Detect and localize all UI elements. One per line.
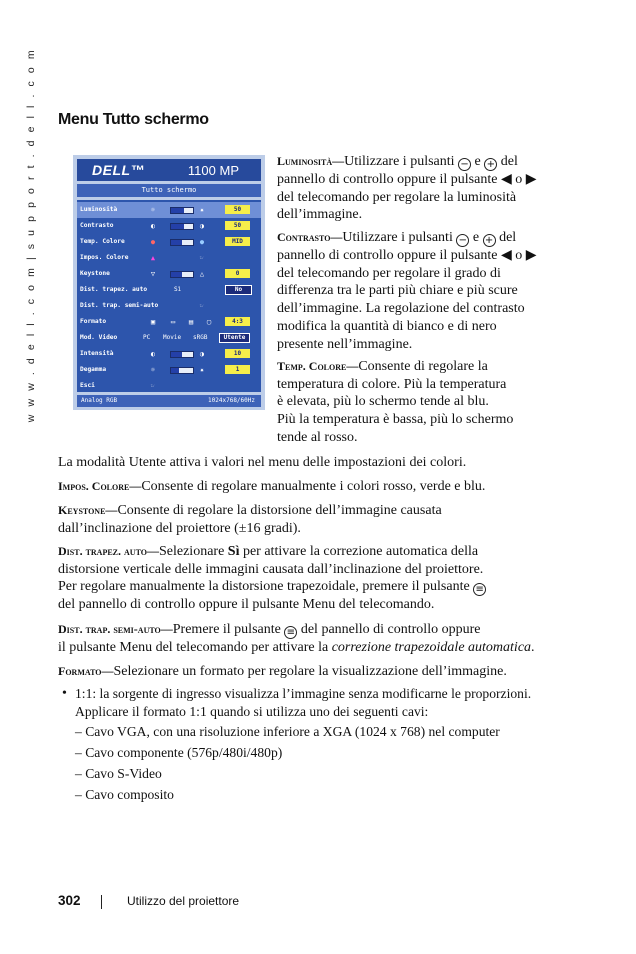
paragraph-impos-colore: Impos. Colore—Consente di regolare manualmente i colori rosso, verde e blu. bbox=[58, 479, 486, 494]
section-heading: Menu Tutto schermo bbox=[58, 111, 209, 128]
osd-row: Impos. Colore ▲ ☞ bbox=[80, 254, 205, 262]
hand-icon: ☞ bbox=[150, 382, 156, 390]
osd-row: Formato ▣ ▭ ▤ ▢ 4:3 bbox=[77, 314, 261, 330]
osd-row: Mod. Video PC Movie sRGB Utente bbox=[77, 330, 261, 346]
osd-title: Tutto schermo bbox=[77, 184, 261, 197]
paragraph-dist-trapez-auto: Dist. trapez. auto—Selezionare Sì per attivare la correzione automatica della distorsione verticale delle immagini causata dall’inclinazione del proiettore. Per regolare manualmente la distorsione trapezoidale, premere il pulsante ≡ del pannello di controllo oppure il pulsante Menu del telecomando. bbox=[58, 543, 608, 614]
footer-divider bbox=[101, 895, 102, 909]
osd-row: Intensità ◐ ◑ 10 bbox=[77, 346, 261, 362]
minus-button-icon: − bbox=[456, 234, 469, 247]
osd-bar bbox=[170, 351, 194, 358]
sidebar-url: w w w . d e l l . c o m | s u p p o r t . d e l l . c o m bbox=[25, 47, 37, 423]
osd-row: Dist. trapez. auto Sì No bbox=[77, 282, 261, 298]
degamma-low-icon: ☼ bbox=[150, 366, 156, 374]
osd-model: 1100 MP bbox=[187, 163, 239, 178]
osd-row: Contrasto ◐ ◑ 50 bbox=[77, 218, 261, 234]
paragraph-luminosita: Luminosità—Utilizzare i pulsanti − e + del pannello di controllo oppure il pulsante ◀ o ▶ del telecomando per regolare la luminosità dell’immagine. bbox=[277, 154, 537, 223]
osd-row: Dist. trap. semi-auto ☞ bbox=[80, 302, 205, 310]
color-icon: ▲ bbox=[150, 254, 156, 262]
keystone-up-icon: △ bbox=[199, 270, 205, 278]
plus-button-icon: + bbox=[483, 234, 496, 247]
contrast-high-icon: ◑ bbox=[199, 222, 205, 230]
degamma-high-icon: ✷ bbox=[199, 366, 205, 374]
osd-bar bbox=[170, 367, 194, 374]
right-arrow-icon: ▶ bbox=[525, 172, 537, 187]
format-icon: ▭ bbox=[170, 318, 176, 326]
sun-dim-icon: ☼ bbox=[150, 206, 156, 214]
format-icon: ▢ bbox=[206, 318, 212, 326]
osd-header bbox=[77, 159, 261, 181]
osd-row: Luminosità ☼ ✷ 50 bbox=[77, 202, 261, 218]
osd-bar bbox=[170, 239, 194, 246]
left-arrow-icon: ◀ bbox=[500, 248, 512, 263]
cool-icon: ● bbox=[199, 238, 205, 246]
osd-bar bbox=[170, 271, 194, 278]
page-number: 302 bbox=[58, 893, 81, 908]
intensity-high-icon: ◑ bbox=[199, 350, 205, 358]
paragraph-utente: La modalità Utente attiva i valori nel menu delle impostazioni dei colori. bbox=[58, 455, 467, 470]
dell-logo: DELL™ bbox=[92, 162, 146, 178]
osd-body bbox=[77, 200, 261, 392]
hand-icon: ☞ bbox=[199, 302, 205, 310]
minus-button-icon: − bbox=[458, 158, 471, 171]
osd-menu-image bbox=[73, 155, 265, 410]
paragraph-contrasto: Contrasto—Utilizzare i pulsanti − e + del pannello di controllo oppure il pulsante ◀ o ▶ del telecomando per regolare il grado di differenza tra le parti più chiare e più scure dell’immagine. La regolazione del contrasto modifica la quantità di bianco e di nero presente nell’immagine. bbox=[277, 230, 537, 352]
keystone-down-icon: ▽ bbox=[150, 270, 156, 278]
left-arrow-icon: ◀ bbox=[500, 172, 512, 187]
format-icon: ▣ bbox=[150, 318, 156, 326]
right-arrow-icon: ▶ bbox=[525, 248, 537, 263]
osd-bar bbox=[170, 223, 194, 230]
hand-icon: ☞ bbox=[199, 254, 205, 262]
bullet-icon: • bbox=[62, 686, 67, 701]
paragraph-formato: Formato—Selezionare un formato per regolare la visualizzazione dell’immagine. bbox=[58, 664, 507, 679]
osd-footer: Analog RGB 1024x768/60Hz bbox=[77, 395, 261, 407]
paragraph-dist-trap-semi-auto: Dist. trap. semi-auto—Premere il pulsante ≡ del pannello di controllo oppure il pulsante Menu del telecomando per attivare la correzione trapezoidale automatica. bbox=[58, 622, 535, 655]
plus-button-icon: + bbox=[484, 158, 497, 171]
format-icon: ▤ bbox=[188, 318, 194, 326]
osd-bar bbox=[170, 207, 194, 214]
contrast-low-icon: ◐ bbox=[150, 222, 156, 230]
intensity-low-icon: ◐ bbox=[150, 350, 156, 358]
osd-row: Keystone ▽ △ 0 bbox=[77, 266, 261, 282]
osd-row: Temp. Colore ● ● MID bbox=[77, 234, 261, 250]
osd-row: Esci ☞ bbox=[80, 382, 156, 390]
osd-row: Degamma ☼ ✷ 1 bbox=[77, 362, 261, 378]
warm-icon: ● bbox=[150, 238, 156, 246]
list-formato: 1:1: la sorgente di ingresso visualizza l’immagine senza modificarne le proporzioni. Applicare il formato 1:1 quando si utilizza uno dei seguenti cavi: – Cavo VGA, con una risoluzione inferiore a XGA (1024 x 768) nel computer – Cavo componente (576p/480i/480p) – Cavo S-Video – Cavo composito bbox=[75, 686, 532, 802]
menu-button-icon: ≡ bbox=[284, 626, 297, 639]
sun-bright-icon: ✷ bbox=[199, 206, 205, 214]
footer-text: Utilizzo del proiettore bbox=[127, 894, 240, 908]
menu-button-icon: ≡ bbox=[473, 583, 486, 596]
paragraph-temp-colore: Temp. Colore—Consente di regolare la temperatura di colore. Più la temperatura è elevata, più lo schermo tende al blu. Più la temperatura è bassa, più lo schermo tende al rosso. bbox=[277, 359, 514, 445]
paragraph-keystone: Keystone—Consente di regolare la distorsione dell’immagine causata dall’inclinazione del proiettore (±16 gradi). bbox=[58, 503, 442, 536]
